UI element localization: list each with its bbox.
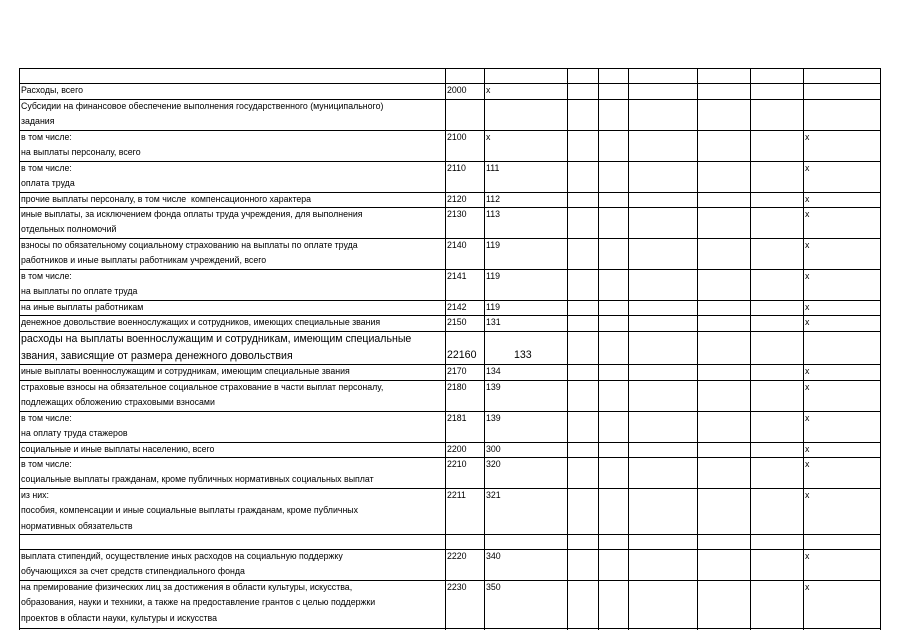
row-kosgu-cell: 113 — [486, 209, 501, 219]
grid-column-line — [880, 68, 881, 630]
row-kosgu-cell: 350 — [486, 582, 501, 592]
row-x-cell: x — [805, 240, 810, 250]
row-code-cell: 2230 — [447, 582, 467, 592]
row-name-cell: на иные выплаты работникам — [21, 302, 144, 312]
row-x-cell: x — [805, 366, 810, 376]
row-name-cell: взносы по обязательному социальному страхованию на выплаты по оплате труда работников и иные выплаты работникам учреждений, всего — [21, 240, 358, 266]
row-x-cell: x — [805, 551, 810, 561]
row-name-cell: в том числе: оплата труда — [21, 163, 75, 189]
row-code-cell: 2210 — [447, 459, 467, 469]
row-x-cell: x — [805, 163, 810, 173]
row-kosgu-cell: 320 — [486, 459, 501, 469]
grid-row-line — [19, 68, 880, 69]
row-kosgu-cell: 139 — [486, 382, 501, 392]
row-code-cell: 2220 — [447, 551, 467, 561]
row-name-cell: в том числе: на выплаты по оплате труда — [21, 271, 138, 297]
row-kosgu-cell: 321 — [486, 490, 501, 500]
row-x-cell: x — [805, 194, 810, 204]
grid-column-line — [803, 68, 804, 630]
row-kosgu-cell: 111 — [486, 163, 500, 173]
row-name-cell: выплата стипендий, осуществление иных расходов на социальную поддержку обучающихся за счет средств стипендиального фонда — [21, 551, 343, 577]
row-code-cell: 2140 — [447, 240, 467, 250]
row-name-cell: в том числе: на выплаты персоналу, всего — [21, 132, 141, 158]
row-kosgu-cell: 119 — [486, 240, 501, 250]
row-code-cell: 2100 — [447, 132, 467, 142]
grid-column-line — [445, 68, 446, 630]
row-code-cell: 2141 — [447, 271, 467, 281]
row-code-cell: 2142 — [447, 302, 467, 312]
row-kosgu-cell: x — [486, 85, 491, 95]
row-name-cell: социальные и иные выплаты населению, всего — [21, 444, 215, 454]
grid-column-line — [484, 68, 485, 630]
row-kosgu-cell: 133 — [514, 349, 532, 361]
row-code-cell: 2120 — [447, 194, 467, 204]
row-name-cell: прочие выплаты персоналу, в том числе компенсационного характера — [21, 194, 312, 204]
row-kosgu-cell: x — [486, 132, 491, 142]
grid-column-line — [750, 68, 751, 630]
row-name-cell: иные выплаты, за исключением фонда оплаты труда учреждения, для выполнения отдельных полномочий — [21, 209, 363, 235]
row-name-cell: Расходы, всего — [21, 85, 83, 95]
row-name-cell: расходы на выплаты военнослужащим и сотрудникам, имеющим специальные звания, зависящие от размера денежного довольствия — [21, 333, 412, 362]
row-x-cell: x — [805, 271, 810, 281]
row-code-cell: 2000 — [447, 85, 467, 95]
row-kosgu-cell: 139 — [486, 413, 501, 423]
row-kosgu-cell: 119 — [486, 271, 501, 281]
row-kosgu-cell: 131 — [486, 317, 501, 327]
row-x-cell: x — [805, 132, 810, 142]
row-code-cell: 2150 — [447, 317, 467, 327]
grid-row-line — [19, 628, 880, 629]
row-code-cell: 2211 — [447, 490, 466, 500]
row-code-cell: 2170 — [447, 366, 467, 376]
row-x-cell: x — [805, 209, 810, 219]
row-name-cell: из них: пособия, компенсации и иные социальные выплаты гражданам, кроме публичных нормативных обязательств — [21, 490, 359, 531]
row-name-cell: иные выплаты военнослужащим и сотрудникам, имеющим специальные звания — [21, 366, 350, 376]
row-x-cell: x — [805, 459, 810, 469]
row-code-cell: 2110 — [447, 163, 466, 173]
row-name-cell: в том числе: на оплату труда стажеров — [21, 413, 128, 439]
row-kosgu-cell: 134 — [486, 366, 501, 376]
row-name-cell: в том числе: социальные выплаты гражданам, кроме публичных нормативных социальных выплат — [21, 459, 374, 485]
row-kosgu-cell: 112 — [486, 194, 501, 204]
grid-column-line — [697, 68, 698, 630]
row-name-cell: Субсидии на финансовое обеспечение выполнения государственного (муниципального) задания — [21, 101, 384, 127]
grid-column-line — [19, 68, 20, 630]
row-x-cell: x — [805, 582, 810, 592]
row-x-cell: x — [805, 444, 810, 454]
row-x-cell: x — [805, 317, 810, 327]
row-code-cell: 2180 — [447, 382, 467, 392]
row-kosgu-cell: 340 — [486, 551, 501, 561]
row-name-cell: страховые взносы на обязательное социальное страхование в части выплат персоналу, подлежащих обложению страховыми взносами — [21, 382, 384, 408]
row-x-cell: x — [805, 382, 810, 392]
row-code-cell: 22160 — [447, 349, 477, 361]
row-name-cell: на премирование физических лиц за достижения в области культуры, искусства, образования, науки и техники, а также на предоставление грантов с целью поддержки проектов в области науки, культуры и искусства — [21, 582, 376, 623]
row-kosgu-cell: 300 — [486, 444, 501, 454]
grid-column-line — [567, 68, 568, 630]
row-x-cell: x — [805, 490, 810, 500]
row-kosgu-cell: 119 — [486, 302, 501, 312]
row-x-cell: x — [805, 413, 810, 423]
row-name-cell: денежное довольствие военнослужащих и сотрудников, имеющих специальные звания — [21, 317, 381, 327]
row-code-cell: 2200 — [447, 444, 467, 454]
row-code-cell: 2130 — [447, 209, 467, 219]
grid-column-line — [628, 68, 629, 630]
grid-column-line — [598, 68, 599, 630]
row-code-cell: 2181 — [447, 413, 467, 423]
row-x-cell: x — [805, 302, 810, 312]
